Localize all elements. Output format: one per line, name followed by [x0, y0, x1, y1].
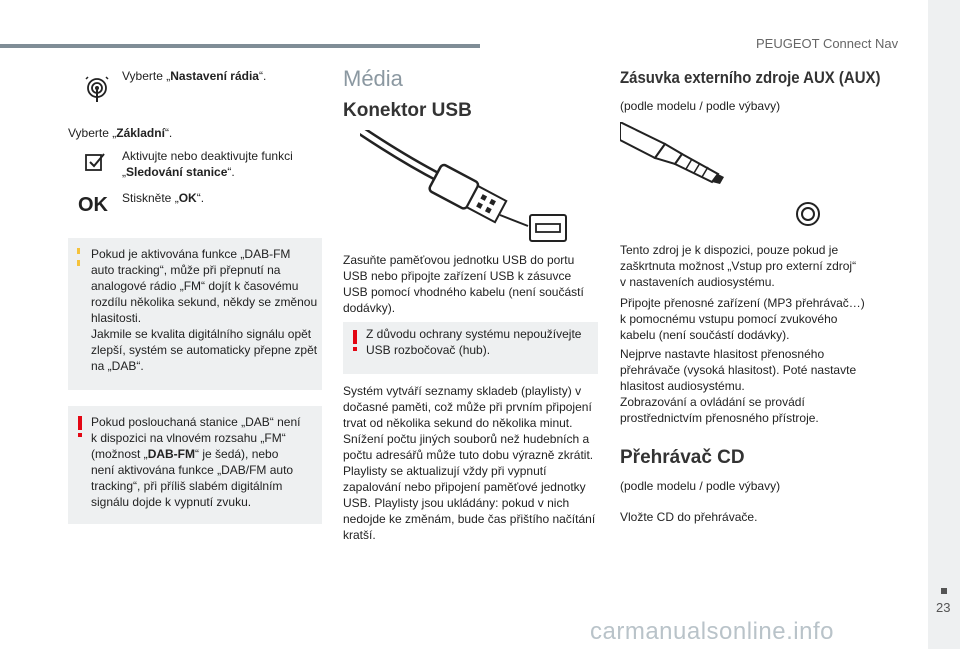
usb-warning-text: Z důvodu ochrany systému nepoužívejte USB rozbočovač (hub).	[366, 327, 582, 357]
watermark: carmanualsonline.info	[590, 618, 834, 645]
aux-paragraph-1: Tento zdroj je k dispozici, pouze pokud je zaškrtnuta možnost „Vstup pro externí zdroj“ v nastaveních audiosystému.	[620, 243, 857, 289]
info-note	[68, 238, 322, 390]
aux-paragraph-2: Připojte přenosné zařízení (MP3 přehrávač…) k pomocnému vstupu pomocí zvukového kabelu (není součástí dodávky).	[620, 296, 865, 342]
heading-aux: Zásuvka externího zdroje AUX (AUX)	[620, 68, 881, 87]
cd-subtitle: (podle modelu / podle výbavy)	[620, 479, 781, 493]
ok-label: OK	[178, 191, 197, 205]
step-select-radio-settings: Vyberte „Nastavení rádia“.	[122, 69, 267, 83]
top-rule	[0, 44, 480, 48]
aux-paragraph-3: Nejprve nastavte hlasitost přenosného přehrávače (vysoká hlasitost). Poté nastavte hlasitost audiosystému. Zobrazování a ovládání se provádí prostřednictvím přenosného přístroje.	[620, 347, 857, 425]
usb-warning-note	[343, 322, 598, 374]
aux-subtitle: (podle modelu / podle výbavy)	[620, 99, 781, 113]
running-header: PEUGEOT Connect Nav	[756, 36, 899, 51]
ok-icon: OK	[78, 194, 108, 216]
page-marker	[941, 588, 947, 594]
usb-paragraph-2: Systém vytváří seznamy skladeb (playlisty) v dočasné paměti, což může při prvním připojení trvat od několika sekund do několika minut. Snížení počtu jiných souborů než hudebních a počtu adresářů může tuto dobu výrazně zkrátit. Playlisty se aktualizují vždy při vypnutí zapalování nebo připojení paměťové jednotky USB. Playlisty jsou ukládány: pokud v nich nedojde ke změnám, bude čas přištího načítání kratší.	[343, 384, 596, 542]
cd-paragraph: Vložte CD do přehrávače.	[620, 510, 758, 524]
checkbox-icon	[84, 151, 106, 173]
info-icon	[77, 248, 83, 266]
station-tracking-label: Sledování stanice	[126, 165, 228, 179]
warning-note-text: Pokud poslouchaná stanice „DAB“ není k dispozici na vlnovém rozsahu „FM“ (možnost „DAB-FM“ je šedá), nebo není aktivována funkce „DAB/FM auto tracking“, při příliš slabém digitálním signálu dojde k vypnutí zvuku.	[91, 415, 301, 509]
info-note-text: Pokud je aktivována funkce „DAB-FM auto tracking“, může při přepnutí na analogové rádio „FM“ dojít k časovému rozdílu několika sekund, někdy se změnou hlasitosti. Jakmile se kvalita digitálního signálu opět zlepší, systém se automaticky přepne zpět na „DAB“.	[91, 247, 318, 373]
heading-cd: Přehrávač CD	[620, 447, 745, 468]
warning-note	[68, 406, 322, 524]
section-title-media: Média	[343, 66, 403, 91]
usb-paragraph-1: Zasuňte paměťovou jednotku USB do portu USB nebo připojte zařízení USB k zásuvce USB pomocí vhodného kabelu (není součástí dodávky).	[343, 253, 584, 315]
page-number: 23	[936, 600, 951, 615]
warning-icon	[76, 416, 84, 438]
radio-settings-label: Nastavení rádia	[170, 69, 259, 83]
right-sidebar	[928, 0, 960, 649]
radio-settings-icon	[84, 75, 110, 103]
jack-plug-icon	[620, 122, 830, 230]
warning-icon	[351, 330, 359, 352]
step-select-basic: Vyberte „Základní“.	[68, 126, 173, 140]
usb-connector-icon	[360, 130, 575, 245]
basic-label: Základní	[116, 126, 165, 140]
heading-usb: Konektor USB	[343, 100, 472, 121]
step-press-ok: Stiskněte „OK“.	[122, 191, 205, 205]
step-station-tracking: Aktivujte nebo deaktivujte funkci „Sledování stanice“.	[122, 149, 293, 179]
